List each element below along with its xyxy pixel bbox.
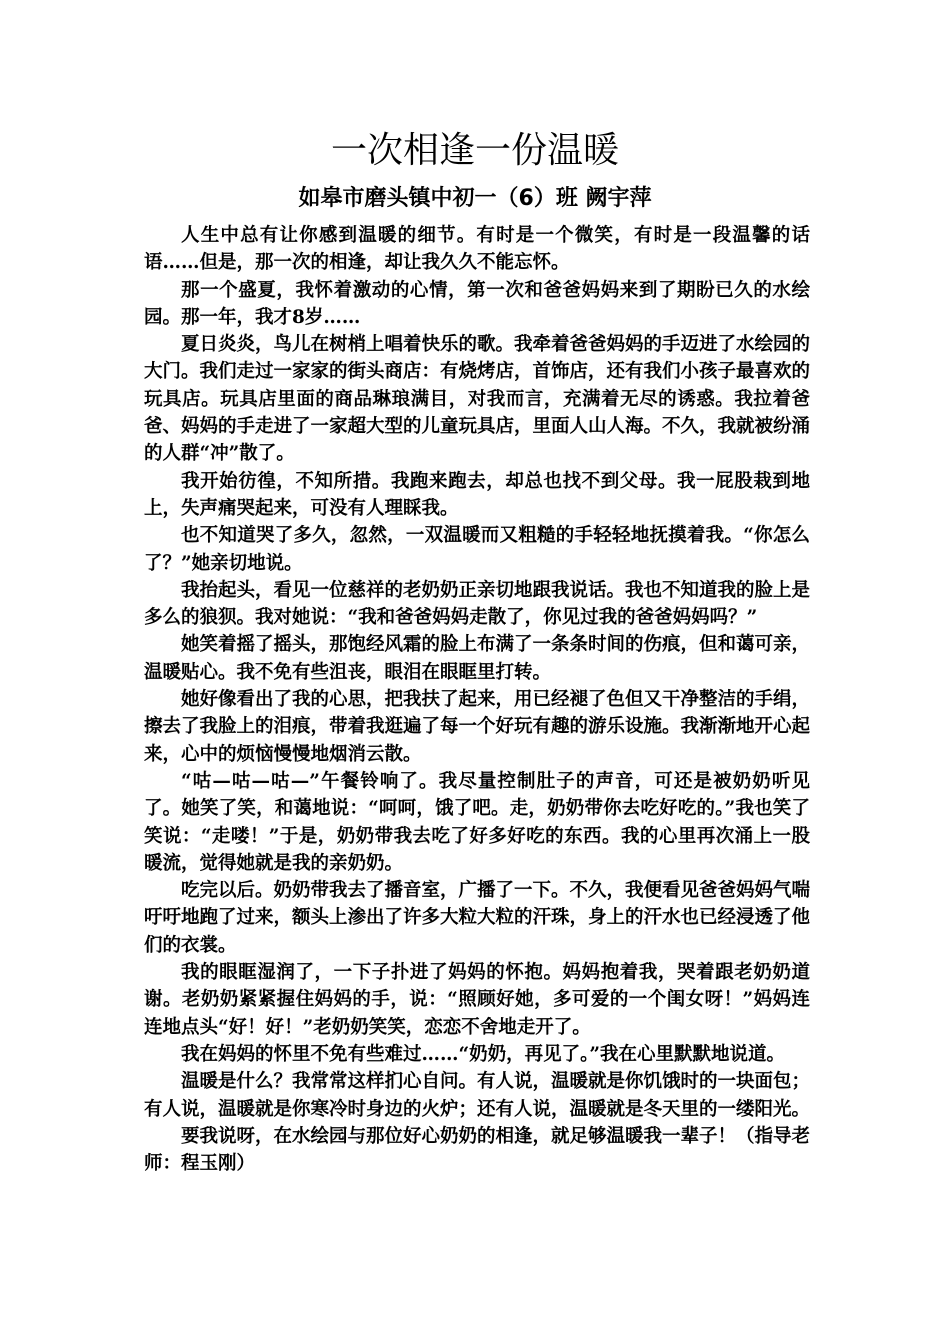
paragraph: 夏日炎炎，鸟儿在树梢上唱着快乐的歌。我牵着爸爸妈妈的手迈进了水绘园的大门。我们走过一家家的街头商店：有烧烤店，首饰店，还有我们小孩子最喜欢的玩具店。玩具店里面的商品琳琅满目，对我而言，充满着无尽的诱惑。我拉着爸爸、妈妈的手走进了一家超大型的儿童玩具店，里面人山人海。不久，我就被纷涌的人群“冲”散了。	[144, 334, 811, 465]
paragraph: 那一个盛夏，我怀着激动的心情，第一次和爸爸妈妈来到了期盼已久的水绘园。那一年，我才8岁……	[144, 279, 810, 328]
paragraph: 也不知道哭了多久，忽然，一双温暖而又粗糙的手轻轻地抚摸着我。“你怎么了？”她亲切地说。	[144, 525, 810, 574]
paragraph: 人生中总有让你感到温暖的细节。有时是一个微笑，有时是一段温馨的话语……但是，那一次的相逢，却让我久久不能忘怀。	[144, 225, 810, 274]
paragraph: 我的眼眶湿润了，一下子扑进了妈妈的怀抱。妈妈抱着我，哭着跟老奶奶道谢。老奶奶紧紧握住妈妈的手，说：“照顾好她，多可爱的一个闺女呀！”妈妈连连地点头“好！好！”老奶奶笑笑，恋恋不舍地走开了。	[144, 962, 810, 1038]
paragraph: 温暖是什么？我常常这样扪心自问。有人说，温暖就是你饥饿时的一块面包；有人说，温暖就是你寒冷时身边的火炉；还有人说，温暖就是冬天里的一缕阳光。	[144, 1071, 811, 1120]
paragraph: 要我说呀，在水绘园与那位好心奶奶的相逢，就足够温暖我一辈子！（指导老师：程玉刚）	[144, 1125, 811, 1175]
author-byline: 如皋市磨头镇中初一（6）班 阙宇萍	[298, 186, 652, 211]
paragraph: 我在妈妈的怀里不免有些难过……“奶奶，再见了。”我在心里默默地说道。	[181, 1043, 786, 1065]
essay-body	[144, 222, 810, 1177]
document-title: 一次相逢一份温暖	[330, 130, 619, 171]
paragraph: 吃完以后。奶奶带我去了播音室，广播了一下。不久，我便看见爸爸妈妈气喘吁吁地跑了过来，额头上渗出了许多大粒大粒的汗珠，身上的汗水也已经浸透了他们的衣裳。	[144, 880, 811, 956]
paragraph: 我抬起头，看见一位慈祥的老奶奶正亲切地跟我说话。我也不知道我的脸上是多么的狼狈。我对她说：“我和爸爸妈妈走散了，你见过我的爸爸妈妈吗？”	[144, 579, 811, 629]
paragraph: “咕—咕—咕—”午餐铃响了。我尽量控制肚子的声音，可还是被奶奶听见了。她笑了笑，和蔼地说：“呵呵，饿了吧。走，奶奶带你去吃好吃的。”我也笑了笑说：“走喽！”于是，奶奶带我去吃了好多好吃的东西。我的心里再次涌上一股暖流，觉得她就是我的亲奶奶。	[144, 770, 810, 874]
paragraph: 我开始彷徨，不知所措。我跑来跑去，却总也找不到父母。我一屁股栽到地上，失声痛哭起来，可没有人理睬我。	[144, 470, 810, 519]
paragraph: 她好像看出了我的心思，把我扶了起来，用已经褪了色但又干净整洁的手绢，擦去了我脸上的泪痕，带着我逛遍了每一个好玩有趣的游乐设施。我渐渐地开心起来，心中的烦恼慢慢地烟消云散。	[144, 689, 811, 765]
paragraph: 她笑着摇了摇头，那饱经风霜的脸上布满了一条条时间的伤痕，但和蔼可亲，温暖贴心。我不免有些沮丧，眼泪在眼眶里打转。	[144, 634, 811, 683]
